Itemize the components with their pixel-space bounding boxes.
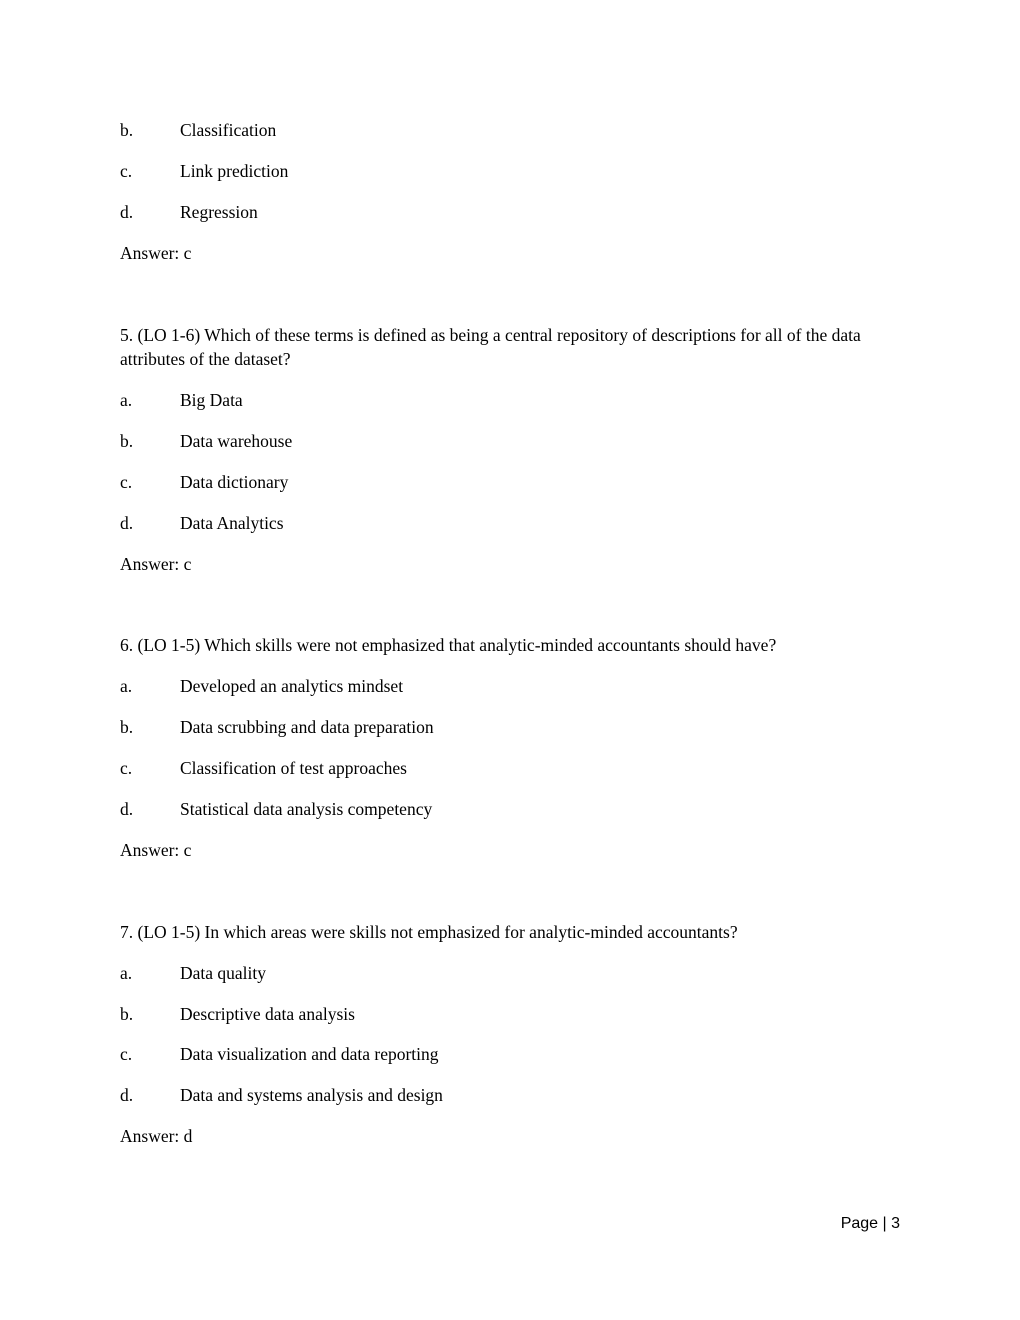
question-5: 5. (LO 1-6) Which of these terms is defined as being a central repository of descriptions for all of the data attributes of the dataset?	[120, 325, 861, 369]
answer-5: Answer: c	[120, 554, 192, 574]
option-4b: b. Classification	[120, 120, 277, 140]
option-7d: d. Data and systems analysis and design	[120, 1085, 443, 1105]
page-number: Page | 3	[840, 1215, 900, 1232]
option-6c: c. Classification of test approaches	[120, 758, 407, 778]
option-6b: b. Data scrubbing and data preparation	[120, 717, 434, 737]
option-5a: a. Big Data	[120, 390, 243, 410]
question-7: 7. (LO 1-5) In which areas were skills not emphasized for analytic-minded accountants?	[120, 922, 738, 942]
answer-6: Answer: c	[120, 840, 192, 860]
option-4d: d. Regression	[120, 202, 258, 222]
answer-7: Answer: d	[120, 1126, 193, 1146]
option-7c: c. Data visualization and data reporting	[120, 1044, 439, 1064]
option-7a: a. Data quality	[120, 963, 267, 983]
option-6a: a. Developed an analytics mindset	[120, 676, 404, 696]
option-5c: c. Data dictionary	[120, 472, 289, 492]
question-6: 6. (LO 1-5) Which skills were not emphasized that analytic-minded accountants should have?	[120, 635, 777, 655]
answer-4: Answer: c	[120, 243, 192, 263]
option-5d: d. Data Analytics	[120, 513, 284, 533]
option-7b: b. Descriptive data analysis	[120, 1004, 355, 1024]
option-4c: c. Link prediction	[120, 161, 289, 181]
option-5b: b. Data warehouse	[120, 431, 293, 451]
option-6d: d. Statistical data analysis competency	[120, 799, 433, 819]
